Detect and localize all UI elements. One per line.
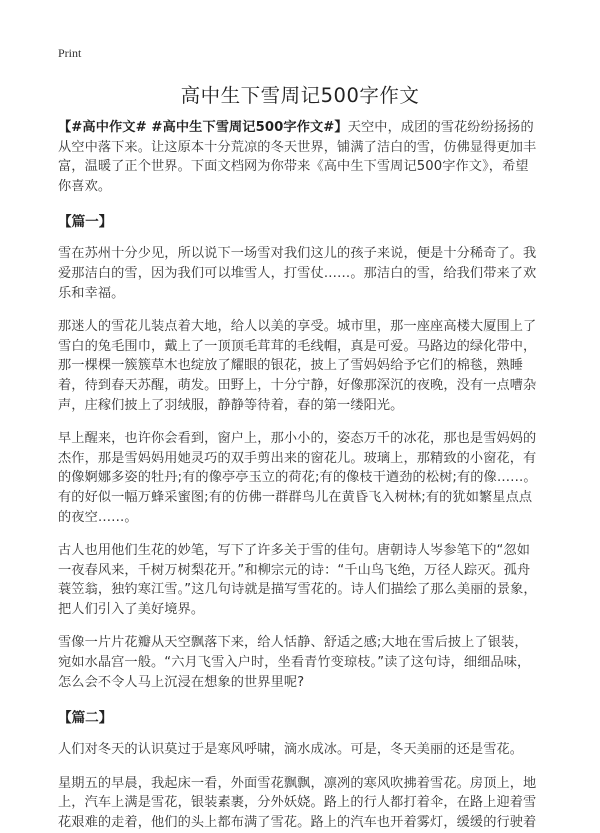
intro-paragraph — [58, 118, 540, 196]
paragraph: 那迷人的雪花儿装点着大地，给人以美的享受。城市里，那一座座高楼大厦围上了雪白的兔毛围巾，戴上了一顶顶毛茸茸的毛线帽，真是可爱。马路边的绿化带中，那一棵棵一簇簇草木也绽放了耀眼的银花，披上了雪妈妈给予它们的棉毯，熟睡着，待到春天苏醒，萌发。田野上，十分宁静，好像那深沉的夜晚，没有一点嘈杂声，庄稼们披上了羽绒服，静静等待着，春的第一缕阳光。 — [58, 319, 537, 413]
section-heading-2: 【篇二】 — [58, 710, 113, 727]
print-link[interactable]: Print — [58, 46, 82, 60]
intro-text: 天空中，成团的雪花纷纷扬扬的从空中落下来。让这原本十分荒凉的冬天世界，铺满了洁白的雪，仿佛显得更加丰富，温暖了正个世界。下面文档网为你带来《高中生下雪周记500字作文》，希望你喜欢。 — [58, 120, 537, 194]
paragraph: 星期五的早晨，我起床一看，外面雪花飘飘，凛冽的寒风吹拂着雪花。房顶上，地上，汽车上满是雪花，银装素裹，分外妖娆。路上的行人都打着伞，在路上迎着雪花艰难的走着，他们的头上都布满了雪花。路上的汽车也开着雾灯，缓缓的行驶着 — [58, 775, 537, 831]
section-heading-1: 【篇一】 — [58, 214, 113, 231]
paragraph: 早上醒来，也许你会看到，窗户上，那小小的，姿态万千的冰花，那也是雪妈妈的杰作，那是雪妈妈用她灵巧的双手剪出来的窗花儿。玻璃上，那精致的小窗花，有的像婀娜多姿的牡丹;有的像亭亭玉立的荷花;有的像枝干遒劲的松树;有的像……。有的好似一幅万蜂采蜜图;有的仿佛一群群鸟儿在黄昏飞入树林;有的犹如繁星点点的夜空……。 — [58, 431, 537, 525]
paragraph: 雪像一片片花瓣从天空飘落下来，给人恬静、舒适之感;大地在雪后披上了银装，宛如水晶宫一般。“六月飞雪入户时，坐看青竹变琼枝。”读了这句诗，细细品味，怎么会不令人马上沉浸在想象的世界里呢? — [58, 635, 531, 690]
page-title: 高中生下雪周记500字作文 — [180, 84, 420, 107]
intro-tag: 【#高中作文# #高中生下雪周记500字作文#】 — [58, 120, 348, 135]
paragraph: 人们对冬天的认识莫过于是寒风呼啸，滴水成冰。可是，冬天美丽的还是雪花。 — [58, 742, 524, 758]
paragraph: 古人也用他们生花的妙笔，写下了许多关于雪的佳句。唐朝诗人岑参笔下的“忽如一夜春风来，千树万树梨花开。”和柳宗元的诗：“千山鸟飞绝，万径人踪灭。孤舟蓑笠翁，独钓寒江雪。”这几句诗就是描写雪花的。诗人们描绘了那么美丽的景象，把人们引入了美好境界。 — [58, 543, 537, 617]
article-body — [58, 118, 540, 833]
paragraph: 雪在苏州十分少见，所以说下一场雪对我们这儿的孩子来说，便是十分稀奇了。我爱那洁白的雪，因为我们可以堆雪人，打雪仗……。那洁白的雪，给我们带来了欢乐和幸福。 — [58, 246, 537, 301]
